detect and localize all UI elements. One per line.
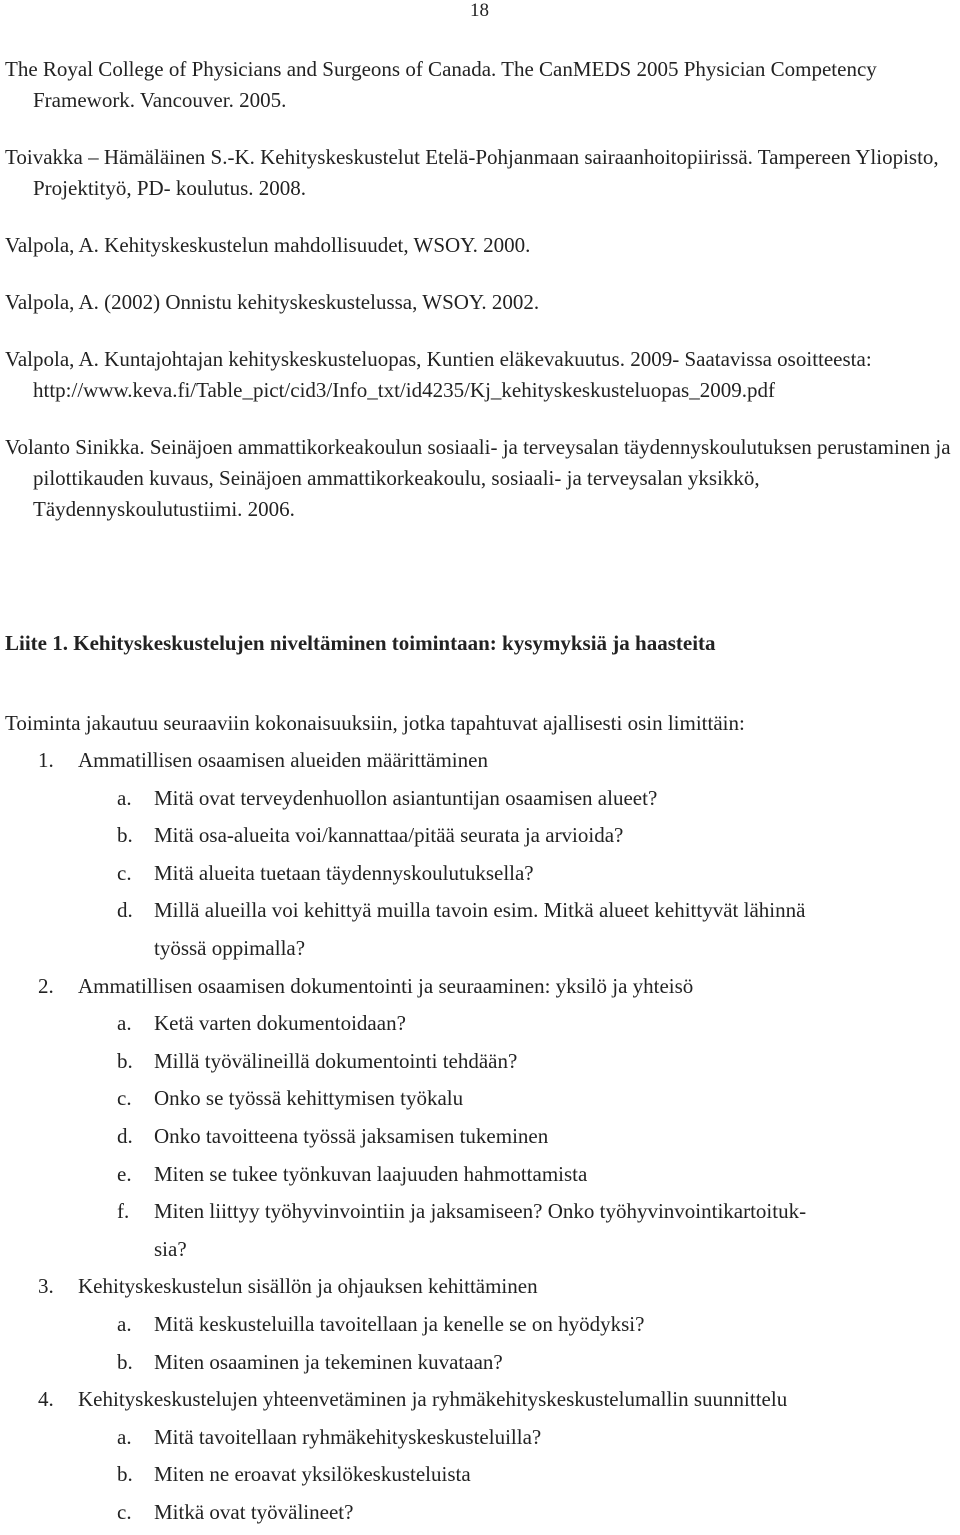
appendix-outline [5, 742, 960, 1531]
outline-subitem [5, 817, 960, 855]
subitem-text: Mitä ovat terveydenhuollon asiantuntijan osaamisen alueet? [154, 785, 658, 810]
reference-entry: The Royal College of Physicians and Surgeons of Canada. The CanMEDS 2005 Physician Competency Framework. Vancouver. 2005. [5, 57, 877, 112]
outline-subitem [5, 1005, 960, 1043]
subitem-letter: e. [117, 1161, 132, 1186]
outline-subitem [5, 1193, 960, 1268]
outline-item-number: 2. [38, 973, 54, 998]
subitem-text: Millä alueilla voi kehittyä muilla tavoin esim. Mitkä alueet kehittyvät lähinnä [154, 898, 806, 923]
outline-item-number: 3. [38, 1274, 54, 1299]
outline-subitem [5, 1118, 960, 1156]
subitem-text: Mitä osa-alueita voi/kannattaa/pitää seurata ja arvioida? [154, 823, 624, 848]
subitem-text: Mitä tavoitellaan ryhmäkehityskeskusteluilla? [154, 1424, 542, 1449]
outline-subitem [5, 1043, 960, 1081]
outline-item-number: 4. [38, 1387, 54, 1412]
subitem-letter: a. [117, 1424, 132, 1449]
subitem-text: Onko tavoitteena työssä jaksamisen tukeminen [154, 1123, 549, 1148]
subitem-letter: b. [117, 1349, 133, 1374]
subitem-letter: c. [117, 860, 132, 885]
outline-item-text: Kehityskeskustelujen yhteenvetäminen ja ryhmäkehityskeskustelumallin suunnittelu [78, 1387, 788, 1412]
subitem-letter: b. [117, 1462, 133, 1487]
subitem-text: Miten osaaminen ja tekeminen kuvataan? [154, 1349, 503, 1374]
subitem-letter: a. [117, 1011, 132, 1036]
subitem-text: Mitä alueita tuetaan täydennyskoulutuksella? [154, 860, 534, 885]
subitem-letter: b. [117, 1048, 133, 1073]
subitem-letter: b. [117, 823, 133, 848]
outline-item [5, 1381, 960, 1419]
reference-entry: Toivakka – Hämäläinen S.-K. Kehityskeskustelut Etelä-Pohjanmaan sairaanhoitopiirissä. Tampereen Yliopisto, Projektityö, PD- koulutus. 2008. [5, 145, 939, 200]
subitem-text-continuation: sia? [154, 1236, 187, 1261]
outline-subitem [5, 780, 960, 818]
subitem-text-continuation: työssä oppimalla? [154, 935, 306, 960]
subitem-text: Miten se tukee työnkuvan laajuuden hahmottamista [154, 1161, 588, 1186]
appendix-intro: Toiminta jakautuu seuraaviin kokonaisuuksiin, jotka tapahtuvat ajallisesti osin limittäin: [5, 711, 745, 735]
outline-item-number: 1. [38, 748, 54, 772]
reference-entry: Volanto Sinikka. Seinäjoen ammattikorkeakoulun sosiaali- ja terveysalan täydennyskoulutuksen perustaminen ja pilottikauden kuvaus, Seinäjoen ammattikorkeakoulu, sosiaali- ja terveysalan yksikkö, Täydennyskoulutustiimi. 2006. [5, 435, 951, 521]
subitem-letter: c. [117, 1086, 132, 1111]
outline-subitem [5, 892, 960, 967]
subitem-letter: c. [117, 1499, 132, 1524]
outline-item [5, 1268, 960, 1306]
appendix-title: Liite 1. Kehityskeskustelujen niveltäminen toimintaan: kysymyksiä ja haasteita [5, 631, 716, 655]
outline-subitem [5, 1344, 960, 1382]
outline-item-text: Kehityskeskustelun sisällön ja ohjauksen kehittäminen [78, 1274, 538, 1299]
outline-item [5, 968, 960, 1006]
subitem-letter: d. [117, 1123, 133, 1148]
outline-subitem [5, 1494, 960, 1532]
outline-subitem [5, 1306, 960, 1344]
subitem-letter: a. [117, 1311, 132, 1336]
outline-subitem [5, 1156, 960, 1194]
subitem-text: Mitkä ovat työvälineet? [154, 1499, 354, 1524]
outline-subitem [5, 1419, 960, 1457]
subitem-text: Millä työvälineillä dokumentointi tehdään? [154, 1048, 518, 1073]
outline-subitem [5, 855, 960, 893]
subitem-text: Onko se työssä kehittymisen työkalu [154, 1086, 464, 1111]
subitem-letter: a. [117, 785, 132, 810]
subitem-text: Miten liittyy työhyvinvointiin ja jaksamiseen? Onko työhyvinvointikartoituk- [154, 1199, 807, 1224]
subitem-letter: f. [117, 1199, 130, 1224]
outline-subitem [5, 1456, 960, 1494]
reference-entry: Valpola, A. (2002) Onnistu kehityskeskustelussa, WSOY. 2002. [5, 290, 540, 314]
reference-entry: Valpola, A. Kuntajohtajan kehityskeskusteluopas, Kuntien eläkevakuutus. 2009- Saatavissa osoitteesta: http://www.keva.fi/Table_pict/cid3/Info_txt/id4235/Kj_kehityskeskusteluopas_2009.pdf [5, 347, 872, 402]
subitem-text: Miten ne eroavat yksilökeskusteluista [154, 1462, 471, 1487]
subitem-letter: d. [117, 898, 133, 923]
outline-item-text: Ammatillisen osaamisen alueiden määrittäminen [78, 748, 488, 772]
outline-subitem [5, 1080, 960, 1118]
subitem-text: Mitä keskusteluilla tavoitellaan ja kenelle se on hyödyksi? [154, 1311, 645, 1336]
outline-item [5, 742, 960, 780]
subitem-text: Ketä varten dokumentoidaan? [154, 1011, 406, 1036]
outline-item-text: Ammatillisen osaamisen dokumentointi ja seuraaminen: yksilö ja yhteisö [78, 973, 694, 998]
reference-entry: Valpola, A. Kehityskeskustelun mahdollisuudet, WSOY. 2000. [5, 233, 531, 257]
page-number: 18 [470, 0, 489, 21]
reference-list [5, 54, 955, 525]
